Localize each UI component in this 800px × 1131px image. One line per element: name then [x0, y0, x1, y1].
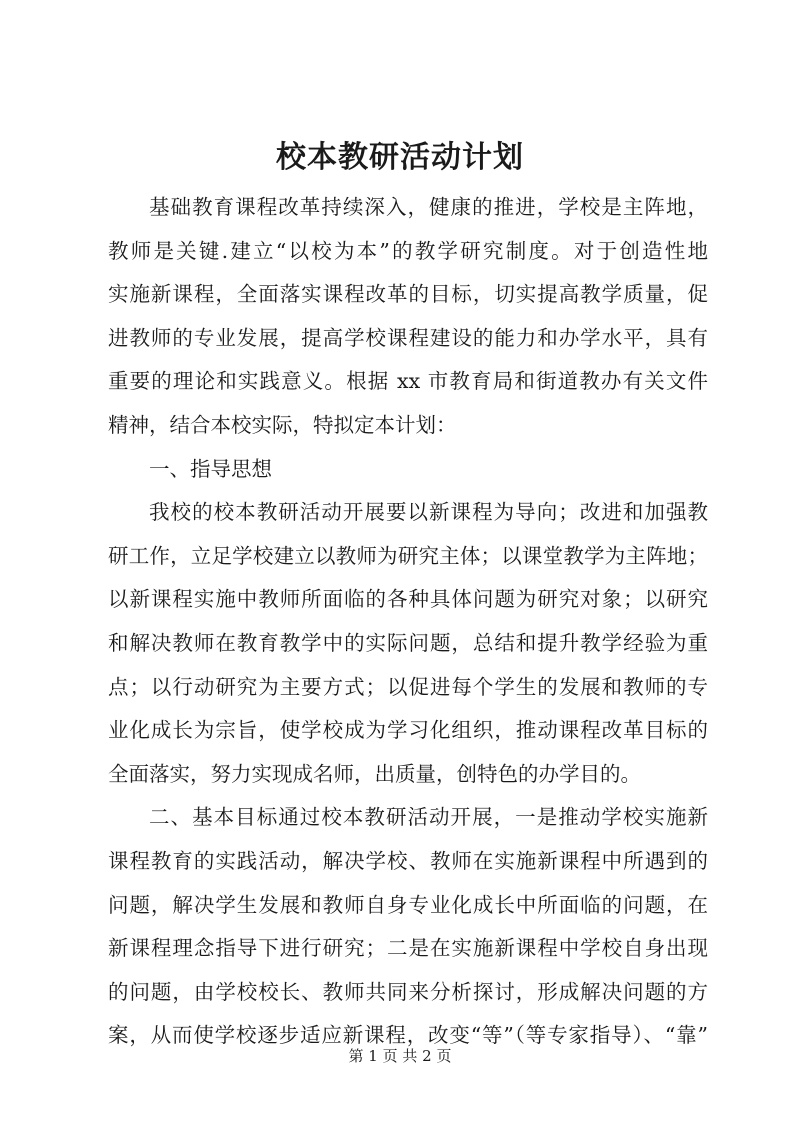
- text-line: 课程教育的实践活动，解决学校、教师在实施新课程中所遇到的: [108, 848, 708, 873]
- text-line: 二、基本目标通过校本教研活动开展，一是推动学校实施新: [149, 805, 708, 830]
- text-line: 点；以行动研究为主要方式；以促进每个学生的发展和教师的专: [108, 674, 708, 699]
- text-line: 和解决教师在教育教学中的实际问题，总结和提升教学经验为重: [108, 630, 708, 655]
- text-line: 我校的校本教研活动开展要以新课程为导向；改进和加强教: [149, 500, 708, 525]
- text-line: 精神，结合本校实际，特拟定本计划：: [108, 412, 457, 437]
- text-line: 研工作，立足学校建立以教师为研究主体；以课堂教学为主阵地；: [108, 543, 708, 568]
- document-body: [108, 186, 708, 1058]
- text-line: 进教师的专业发展，提高学校课程建设的能力和办学水平，具有: [108, 325, 708, 350]
- text-line: 新课程理念指导下进行研究；二是在实施新课程中学校自身出现: [108, 936, 708, 961]
- text-line: 实施新课程，全面落实课程改革的目标，切实提高教学质量，促: [108, 282, 708, 307]
- text-line: 全面落实，努力实现成名师，出质量，创特色的办学目的。: [108, 761, 641, 786]
- text-line: 基础教育课程改革持续深入，健康的推进，学校是主阵地，: [149, 195, 708, 219]
- text-line: 教师是关键.建立“以校为本”的教学研究制度。对于创造性地: [108, 238, 708, 263]
- page-number-footer: 第 1 页 共 2 页: [348, 1047, 452, 1065]
- text-line: 重要的理论和实践意义。根据 xx 市教育局和街道教办有关文件: [108, 369, 708, 394]
- section-heading: 一、指导思想: [149, 456, 272, 481]
- page-title: 校本教研活动计划: [276, 140, 524, 175]
- text-line: 案，从而使学校逐步适应新课程，改变“等”（等专家指导）、“靠”: [108, 1023, 708, 1048]
- text-line: 以新课程实施中教师所面临的各种具体问题为研究对象；以研究: [108, 587, 708, 612]
- text-line: 的问题，由学校校长、教师共同来分析探讨，形成解决问题的方: [108, 979, 708, 1004]
- text-line: 问题，解决学生发展和教师自身专业化成长中所面临的问题，在: [108, 892, 708, 917]
- text-line: 业化成长为宗旨，使学校成为学习化组织，推动课程改革目标的: [108, 718, 708, 743]
